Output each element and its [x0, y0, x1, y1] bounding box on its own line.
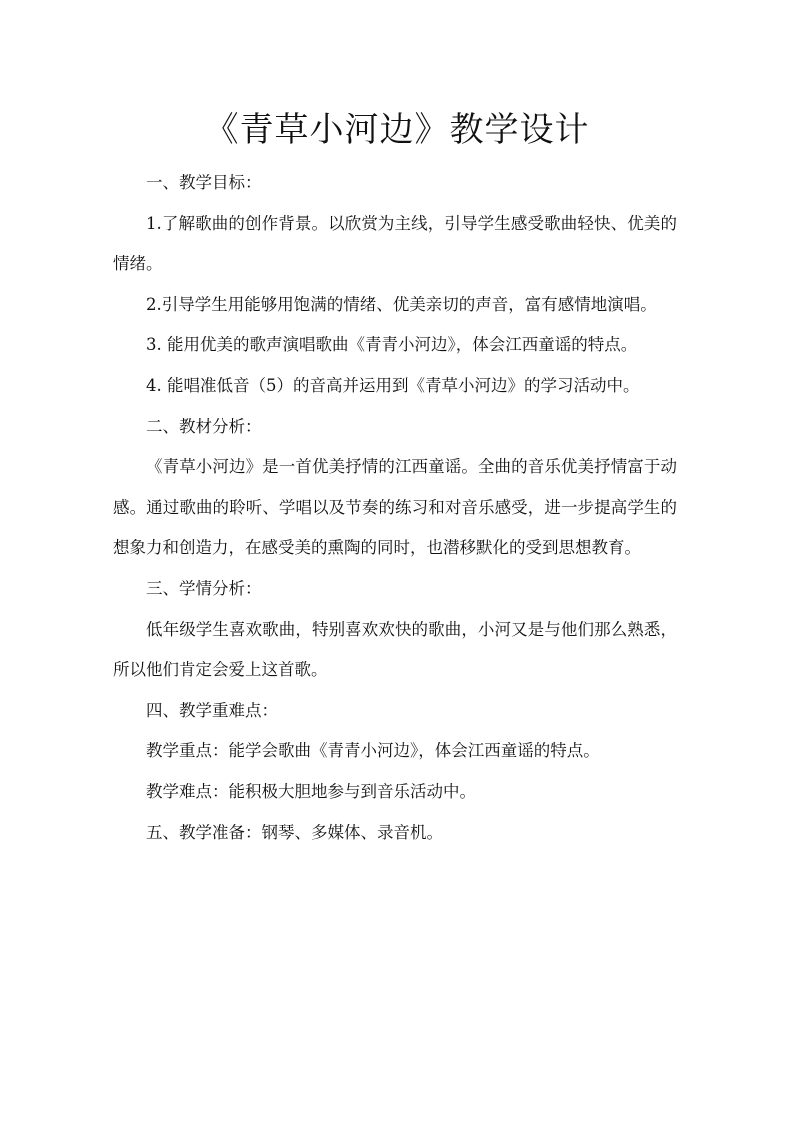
student-analysis-paragraph: 低年级学生喜欢歌曲，特别喜欢欢快的歌曲，小河又是与他们那么熟悉，所以他们肯定会爱上这首歌。: [113, 619, 677, 680]
preparation-line: 五、教学准备：钢琴、多媒体、录音机。: [146, 822, 443, 842]
section-heading-material-analysis: 二、教材分析：: [146, 416, 262, 436]
difficulty-line: 教学难点：能积极大胆地参与到音乐活动中。: [146, 781, 476, 801]
section-heading-student-analysis: 三、学情分析：: [146, 578, 262, 598]
section-heading-key-points: 四、教学重难点：: [146, 700, 278, 720]
key-point-line: 教学重点：能学会歌曲《青青小河边》，体会江西童谣的特点。: [146, 741, 600, 761]
objective-3: 3. 能用优美的歌声演唱歌曲《青青小河边》，体会江西童谣的特点。: [146, 335, 638, 355]
document-title: 《青草小河边》教学设计: [204, 110, 590, 150]
objective-2: 2.引导学生用能够用饱满的情绪、优美亲切的声音，富有感情地演唱。: [146, 294, 657, 314]
objective-4: 4. 能唱准低音（5）的音高并运用到《青草小河边》的学习活动中。: [146, 375, 640, 395]
material-analysis-paragraph: 《青草小河边》是一首优美抒情的江西童谣。全曲的音乐优美抒情富于动感。通过歌曲的聆听、学唱以及节奏的练习和对音乐感受，进一步提高学生的想象力和创造力，在感受美的熏陶的同时，也潜移默化的受到思想教育。: [113, 457, 677, 558]
document-body: [113, 163, 677, 853]
section-heading-objectives: 一、教学目标：: [146, 173, 262, 192]
objective-1: 1.了解歌曲的创作背景。以欣赏为主线，引导学生感受歌曲轻快、优美的情绪。: [113, 213, 677, 274]
